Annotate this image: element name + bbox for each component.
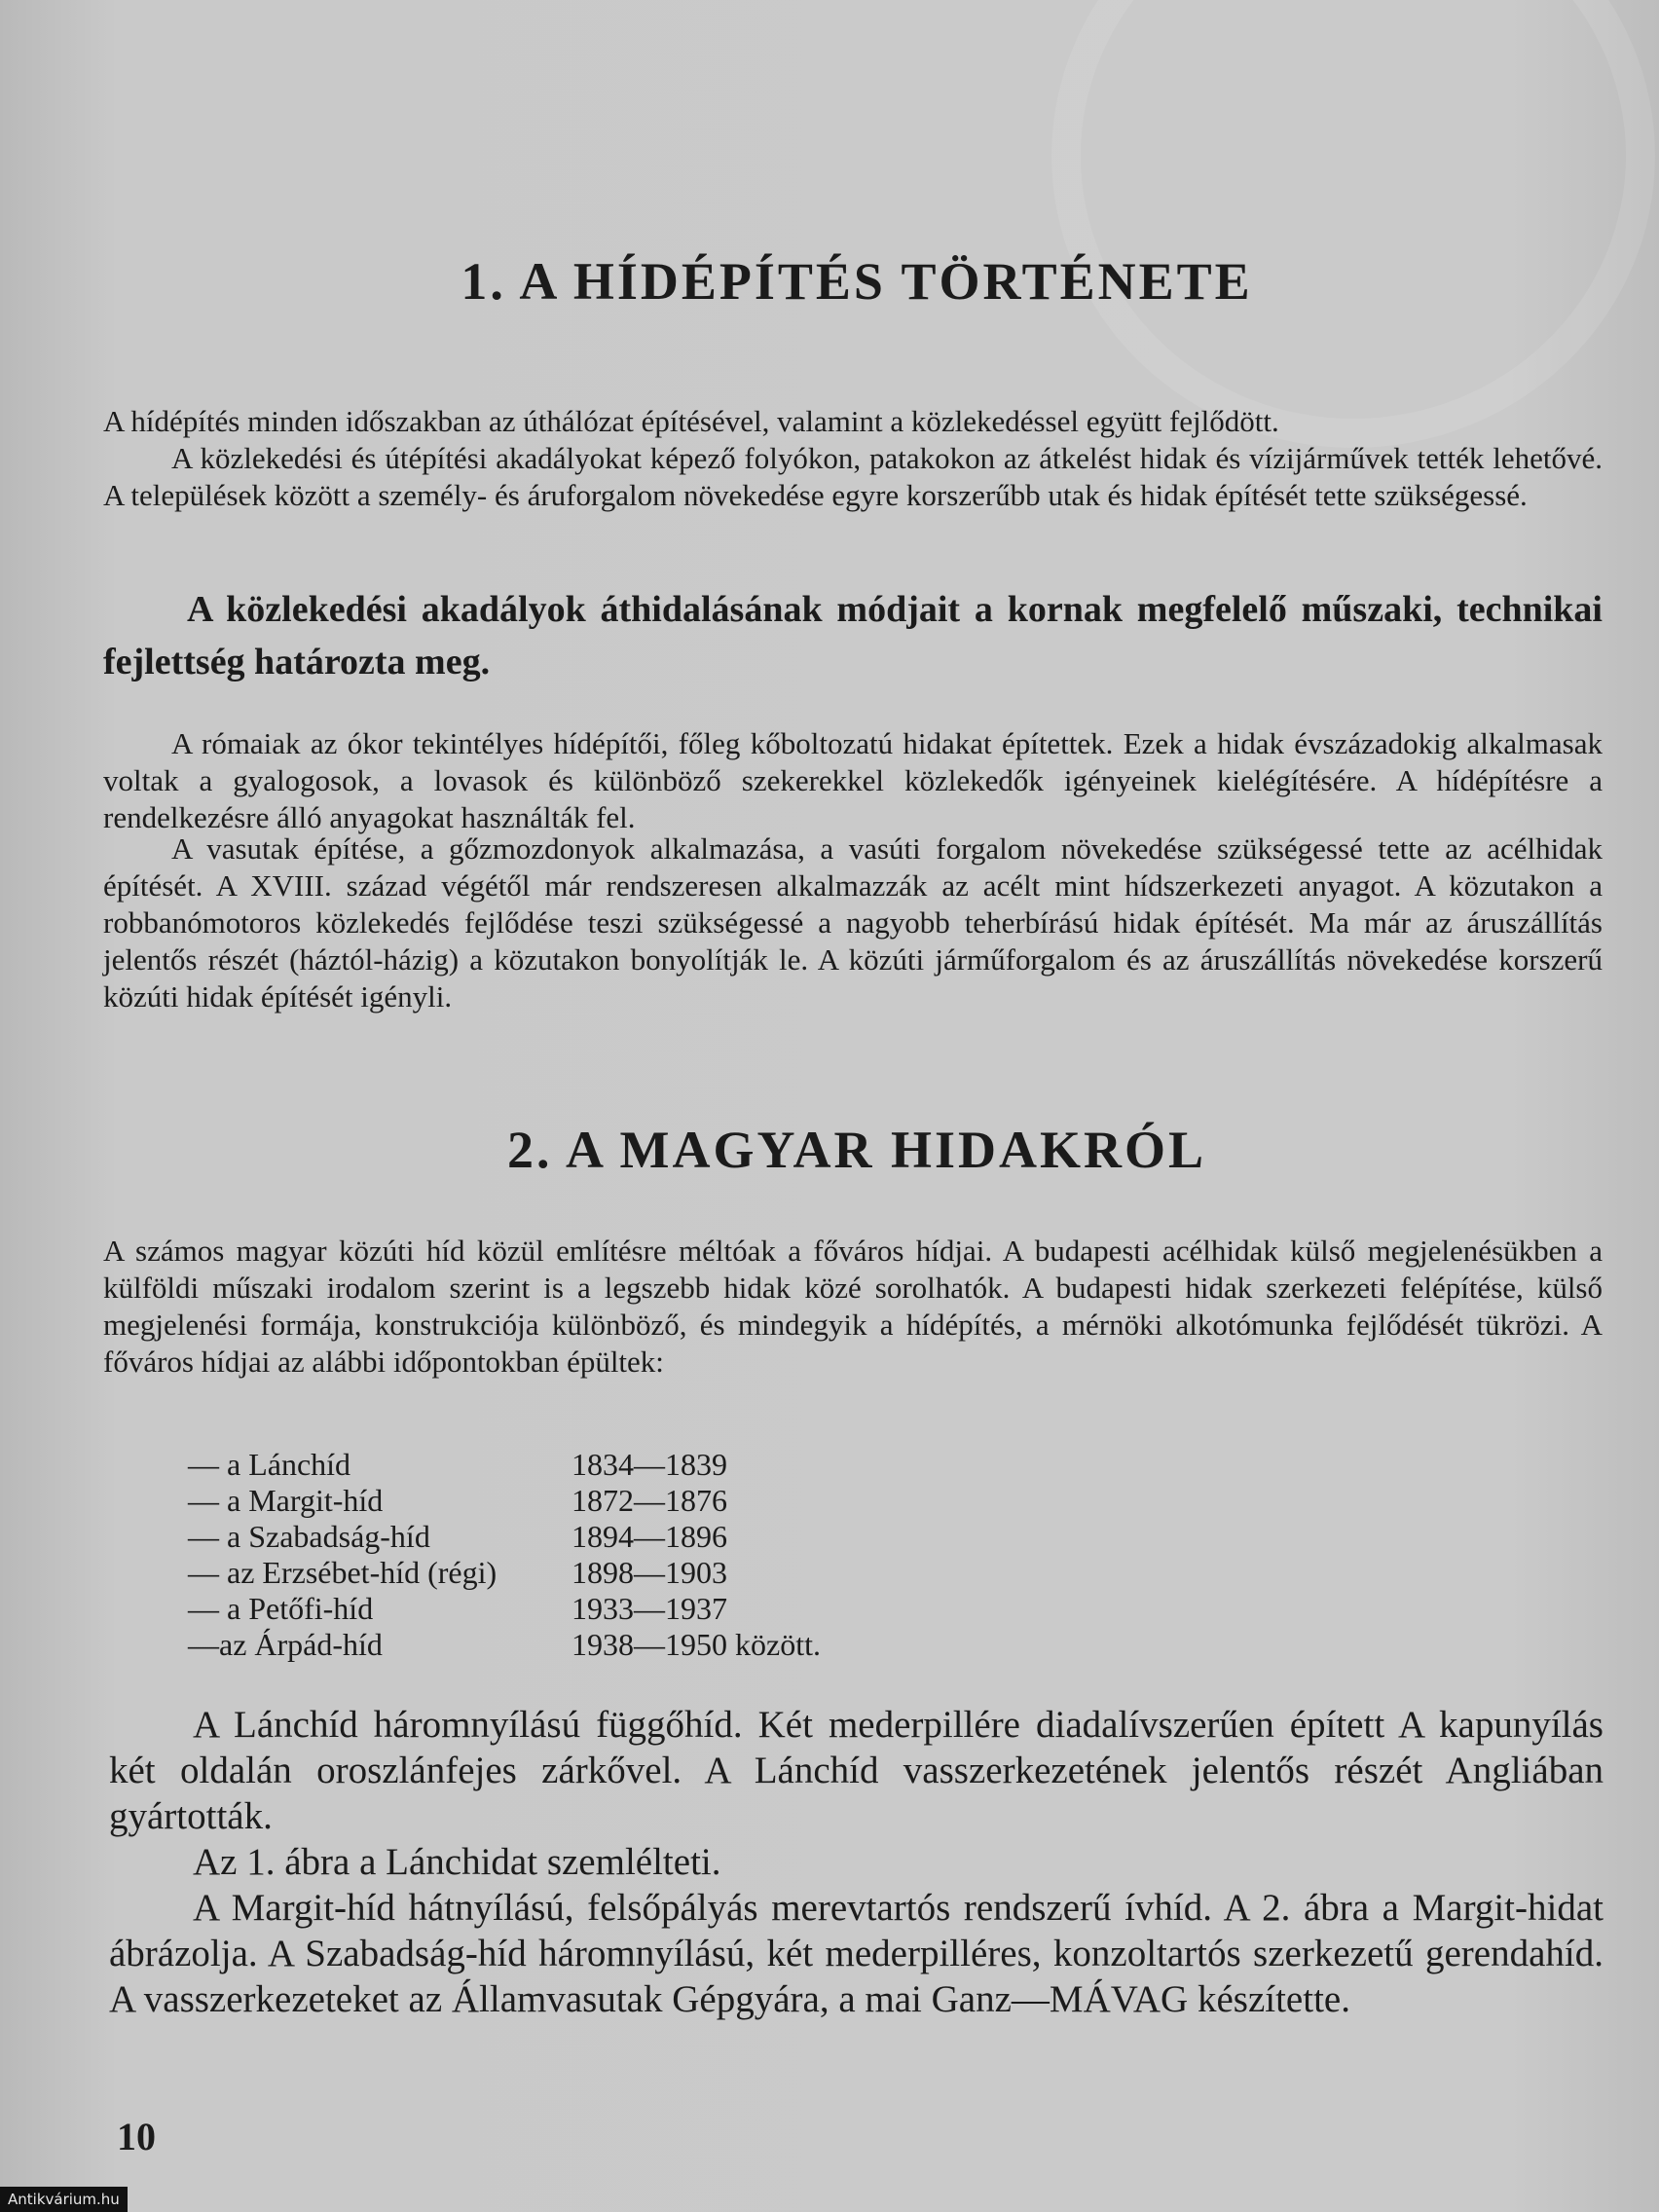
section-1-bold-statement: A közlekedési akadályok áthidalásának módjait a kornak megfelelő műszaki, technikai fejlettség határozta meg. [103,589,1603,682]
bridge-list-item [188,1555,821,1591]
bridge-name: —az Árpád-híd [188,1627,383,1662]
bridge-name: — a Szabadság-híd [188,1519,430,1554]
bridge-list-item [188,1483,821,1519]
page-number: 10 [117,2115,156,2158]
section-1-paragraph-4: A vasutak építése, a gőzmozdonyok alkalmazása, a vasúti forgalom növekedése szükségessé tette az acélhidak építését. A XVIII. század végétől már rendszeresen alkalmazzák az acélt mint hídszerkezeti anyagot. A közutakon a robbanómotoros közlekedés fejlődése teszi szükségessé a nagyobb teherbírású hidak építését. Ma már az áruszállítás jelentős részét (háztól-házig) a közutakon bonyolítják le. A közúti járműforgalom és az áruszállítás növekedése korszerű közúti hidak építését igényli. [103,831,1603,1014]
section-1-paragraph-2: A közlekedési és útépítési akadályokat képező folyókon, patakokon az átkelést hidak és vízijárművek tették lehetővé. A települések között a személy- és áruforgalom növekedése egyre korszerűbb utak és hidak építését tette szükségessé. [103,441,1603,512]
bridge-years: 1872—1876 [571,1483,727,1518]
bridge-list-item [188,1519,821,1555]
watermark-label: Antikvárium.hu [0,2187,128,2212]
bridge-years: 1894—1896 [571,1519,727,1554]
bridge-construction-list [188,1447,821,1663]
lanchid-paragraph: A Lánchíd háromnyílású függőhíd. Két mederpillére diadalívszerűen épített A kapunyílás két oldalán oroszlánfejes zárkővel. A Lánchíd vasszerkezetének jelentős részét Angliában gyártották. [109,1704,1604,1837]
section-1-intro: A hídépítés minden időszakban az úthálózat építésével, valamint a közlekedéssel együtt fejlődött. [103,404,1279,438]
section-1-paragraph-3: A rómaiak az ókor tekintélyes hídépítői, főleg kőboltozatú hidakat építettek. Ezek a hidak évszázadokig alkalmasak voltak a gyalogosok, a lovasok és különböző szekerekkel közlekedők igényeinek kielégítésére. A hídépítésre a rendelkezésre álló anyagokat használták fel. [103,726,1603,834]
bridge-years: 1938—1950 között. [571,1627,821,1662]
bridge-years: 1834—1839 [571,1447,727,1482]
margit-hid-paragraph: A Margit-híd hátnyílású, felsőpályás merevtartós rendszerű ívhíd. A 2. ábra a Margit-hidat ábrázolja. A Szabadság-híd háromnyílású, két mederpilléres, konzoltartós szerkezetű gerendahíd. A vasszerkezeteket az Államvasutak Gépgyára, a mai Ganz—MÁVAG készítette. [109,1887,1604,2020]
bridge-list-item [188,1627,821,1663]
bridge-years: 1933—1937 [571,1591,727,1626]
section-1-title: 1. A HÍDÉPÍTÉS TÖRTÉNETE [461,252,1253,311]
bridge-name: — az Erzsébet-híd (régi) [188,1555,498,1590]
section-2-title: 2. A MAGYAR HIDAKRÓL [506,1121,1207,1179]
bridge-name: — a Petőfi-híd [188,1591,374,1626]
figure-1-reference: Az 1. ábra a Lánchidat szemlélteti. [193,1841,721,1883]
bridge-list-item [188,1447,821,1483]
bridge-list-item [188,1591,821,1627]
bridge-name: — a Margit-híd [188,1483,384,1518]
bridge-years: 1898—1903 [571,1555,727,1590]
section-2-intro: A számos magyar közúti híd közül említésre méltóak a főváros hídjai. A budapesti acélhidak külső megjelenésükben a külföldi műszaki irodalom szerint is a legszebb hidak közé sorolhatók. A budapesti hidak szerkezeti felépítése, külső megjelenési formája, konstrukciója különböző, és mindegyik a hídépítés, a mérnöki alkotómunka fejlődését tükrözi. A főváros hídjai az alábbi időpontokban épültek: [103,1234,1603,1379]
bridge-name: — a Lánchíd [188,1447,351,1482]
background-circle-decoration [1051,0,1655,448]
